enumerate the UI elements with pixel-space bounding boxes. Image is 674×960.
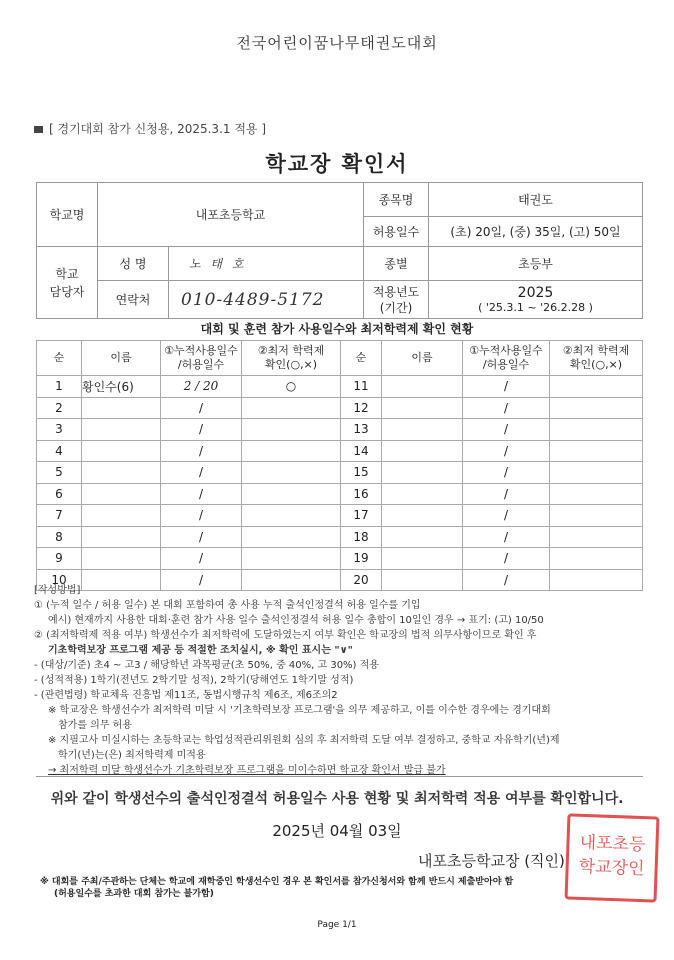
row-number: 3: [37, 419, 82, 441]
min-academic-check: [242, 462, 341, 484]
used-days: /: [161, 483, 242, 505]
student-name: [382, 419, 463, 441]
row-number: 1: [37, 376, 82, 398]
min-academic-check: [550, 440, 643, 462]
issue-date: 2025년 04월 03일: [272, 822, 402, 840]
square-bullet-icon: [34, 126, 43, 133]
student-name: [382, 376, 463, 398]
min-academic-check: [550, 483, 643, 505]
year-period: ( '25.3.1 ~ '26.2.28 ): [478, 301, 593, 314]
min-academic-check: [242, 526, 341, 548]
used-days: /: [463, 440, 550, 462]
row-number: 11: [341, 376, 382, 398]
divider: [36, 776, 643, 777]
student-name: [82, 526, 161, 548]
used-days: /: [463, 526, 550, 548]
used-days: 2 / 20: [161, 376, 242, 398]
col-header-no-2: 순: [341, 341, 382, 376]
min-academic-check: [242, 397, 341, 419]
student-name: [382, 462, 463, 484]
used-days: /: [463, 548, 550, 570]
school-value: 내포초등학교: [98, 183, 364, 247]
min-academic-check: [550, 548, 643, 570]
student-name: [82, 462, 161, 484]
stamp-text: 내포초등 학교장인: [578, 832, 646, 880]
table-row: [37, 526, 643, 548]
footnote-1: ※ 대회를 주최/주관하는 단체는 학교에 재학중인 학생선수인 경우 본 확인서를 참가신청서와 함께 반드시 제출받아야 함: [40, 877, 514, 887]
note-5: - (관련법령) 학교체육 진흥법 제11조, 동법시행규칙 제6조, 제6조의2: [34, 690, 338, 701]
page-number: Page 1/1: [317, 920, 357, 930]
min-academic-check: [242, 505, 341, 527]
row-number: 4: [37, 440, 82, 462]
row-number: 19: [341, 548, 382, 570]
notes-heading: [작성방법]: [34, 585, 81, 596]
division-label: 종별: [364, 247, 429, 281]
division-value: 초등부: [429, 247, 643, 281]
student-name: [82, 548, 161, 570]
year-cell: [429, 281, 643, 319]
row-number: 14: [341, 440, 382, 462]
min-academic-check: [242, 440, 341, 462]
days-value: (초) 20일, (중) 35일, (고) 50일: [429, 217, 643, 247]
info-table: [36, 182, 643, 319]
student-name: [82, 419, 161, 441]
year-label: 적용년도 (기간): [364, 281, 429, 319]
table-row: [37, 440, 643, 462]
row-number: 12: [341, 397, 382, 419]
used-days: /: [463, 569, 550, 591]
min-academic-check: [550, 505, 643, 527]
used-days: /: [463, 419, 550, 441]
used-days: /: [161, 526, 242, 548]
row-number: 13: [341, 419, 382, 441]
used-days: /: [463, 505, 550, 527]
row-number: 5: [37, 462, 82, 484]
col-header-name-2: 이름: [382, 341, 463, 376]
used-days: /: [463, 397, 550, 419]
min-academic-check: [550, 376, 643, 398]
row-number: 20: [341, 569, 382, 591]
col-header-days: ①누적사용일수 /허용일수: [161, 341, 242, 376]
instructions: [34, 583, 644, 778]
form-type-text: [ 경기대회 참가 신청용, 2025.3.1 적용 ]: [49, 122, 267, 136]
min-academic-check: [550, 397, 643, 419]
student-name: [82, 483, 161, 505]
student-name: [82, 440, 161, 462]
footnote-2: (허용일수를 초과한 대회 참가는 불가함): [54, 889, 214, 899]
table-row: [37, 397, 643, 419]
used-days: /: [161, 397, 242, 419]
row-number: 16: [341, 483, 382, 505]
row-number: 15: [341, 462, 382, 484]
note-2: ② (최저학력제 적용 여부) 학생선수가 최저학력에 도달하였는지 여부 확인은 학교장의 법적 의무사항이므로 확인 후: [34, 630, 537, 641]
col-header-days-2: ①누적사용일수 /허용일수: [463, 341, 550, 376]
used-days: /: [463, 462, 550, 484]
row-number: 7: [37, 505, 82, 527]
name-value: 노 태 호: [169, 247, 364, 281]
used-days: /: [161, 462, 242, 484]
min-academic-check: [550, 526, 643, 548]
col-header-check: ②최저 학력제 확인(○,×): [242, 341, 341, 376]
note-2b: 기초학력보장 프로그램 제공 등 적절한 조치실시, ※ 확인 표시는 "∨": [48, 645, 353, 656]
used-days: /: [161, 569, 242, 591]
col-header-no: 순: [37, 341, 82, 376]
student-name: [382, 440, 463, 462]
student-name: [382, 397, 463, 419]
section-title: 대회 및 훈련 참가 사용일수와 최저학력제 확인 현황: [200, 322, 474, 336]
confirmation-text: 위와 같이 학생선수의 출석인정결석 허용일수 사용 현황 및 최저학력 적용 여부를 확인합니다.: [50, 791, 624, 807]
used-days: /: [161, 548, 242, 570]
phone-value: 010-4489-5172: [169, 281, 364, 319]
min-academic-check: ○: [242, 376, 341, 398]
school-label: 학교명: [37, 183, 98, 247]
note-6: ※ 학교장은 학생선수가 최저학력 미달 시 '기초학력보장 프로그램'을 의무 제공하고, 이를 이수한 경우에는 경기대회: [48, 705, 551, 716]
year-value: 2025: [517, 285, 554, 301]
table-row: [37, 505, 643, 527]
note-3: - (대상/기준) 초4 ~ 고3 / 해당학년 과목평균(초 50%, 중 40%, 고 30%) 적용: [34, 660, 379, 671]
min-academic-check: [242, 483, 341, 505]
table-row: [37, 376, 643, 398]
contact-label: 학교 담당자: [37, 247, 98, 319]
phone-label: 연락처: [98, 281, 169, 319]
used-days: /: [463, 376, 550, 398]
min-academic-check: [550, 462, 643, 484]
table-row: [37, 548, 643, 570]
student-name: [382, 505, 463, 527]
note-8: → 최저학력 미달 학생선수가 기초학력보장 프로그램을 미이수하면 학교장 확인서 발급 불가: [48, 765, 446, 776]
row-number: 10: [37, 569, 82, 591]
used-days: /: [161, 505, 242, 527]
row-number: 9: [37, 548, 82, 570]
row-number: 8: [37, 526, 82, 548]
row-number: 6: [37, 483, 82, 505]
note-1: ① (누적 일수 / 허용 일수) 본 대회 포함하여 총 사용 누적 출석인정결석 허용 일수를 기입: [34, 600, 421, 611]
document-title: 학교장 확인서: [265, 152, 409, 176]
event-label: 종목명: [364, 183, 429, 217]
note-1-example: 예시) 현재까지 사용한 대회·훈련 참가 사용 일수 출석인정결석 허용 일수 총합이 10일인 경우 → 표기: (고) 10/50: [48, 615, 544, 626]
footnote: [40, 876, 640, 900]
event-value: 태권도: [429, 183, 643, 217]
days-label: 허용일수: [364, 217, 429, 247]
note-7: ※ 지필고사 미실시하는 초등학교는 학업성적관리위원회 심의 후 최저학력 도달 여부 결정하고, 중학교 자유학기(년)제: [48, 735, 560, 746]
used-days: /: [161, 419, 242, 441]
student-name: 황인수(6): [82, 376, 161, 398]
student-name: [382, 483, 463, 505]
used-days: /: [161, 440, 242, 462]
min-academic-check: [550, 419, 643, 441]
min-academic-check: [242, 548, 341, 570]
student-name: [382, 526, 463, 548]
note-6b: 참가를 의무 허용: [58, 720, 132, 731]
min-academic-check: [242, 419, 341, 441]
name-label: 성 명: [98, 247, 169, 281]
note-7b: 학기(년)는(은) 최저학력제 미적용: [58, 750, 206, 761]
event-title: 전국어린이꿈나무태권도대회: [236, 34, 438, 52]
row-number: 2: [37, 397, 82, 419]
usage-table-body: [37, 376, 643, 591]
student-name: [82, 505, 161, 527]
used-days: /: [463, 483, 550, 505]
note-4: - (성적적용) 1학기(전년도 2학기말 성적), 2학기(당해연도 1학기말 성적): [34, 675, 354, 686]
table-row: [37, 483, 643, 505]
col-header-check-2: ②최저 학력제 확인(○,×): [550, 341, 643, 376]
form-type-label: [34, 120, 266, 137]
row-number: 18: [341, 526, 382, 548]
table-row: [37, 419, 643, 441]
usage-table: [36, 340, 643, 591]
row-number: 17: [341, 505, 382, 527]
table-row: [37, 462, 643, 484]
student-name: [382, 548, 463, 570]
principal-signature: 내포초등학교장 (직인): [418, 852, 565, 870]
col-header-name: 이름: [82, 341, 161, 376]
student-name: [82, 397, 161, 419]
